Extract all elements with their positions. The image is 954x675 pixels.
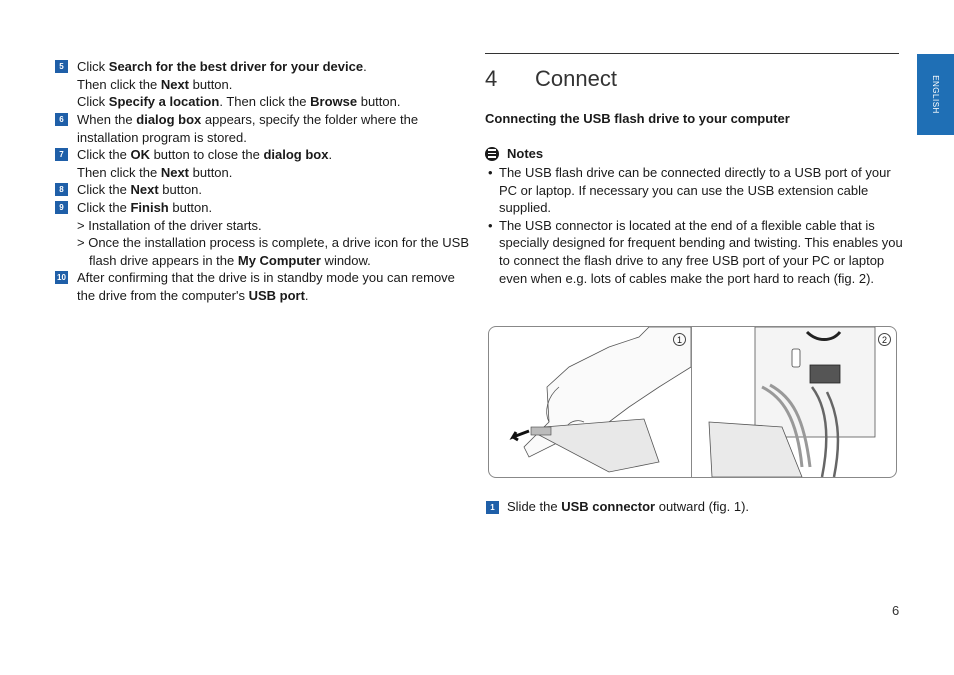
fig-step-fragment: outward (fig. 1). [655, 499, 750, 514]
step-fragment: Then click the [77, 164, 161, 180]
step-keyword: Search for the best driver for your device [108, 59, 364, 74]
step-fragment: Click the [77, 147, 131, 162]
language-label: ENGLISH [931, 75, 940, 114]
step-fragment: button. [189, 164, 233, 180]
step-text [77, 199, 475, 269]
fig-label-1: 1 [673, 333, 686, 346]
subheading: Connecting the USB flash drive to your computer [485, 111, 790, 126]
note-item: • The USB flash drive can be connected directly to a USB port of your PC or laptop. If necessary you can use the USB extension cable supplied. [485, 164, 903, 217]
step-number: 10 [55, 271, 68, 284]
step-fragment: Click [77, 59, 109, 74]
step-keyword: USB port [248, 287, 305, 303]
step-line [77, 111, 475, 146]
step-fragment: button. [158, 182, 203, 197]
step-fragment: When the [77, 112, 137, 127]
step-line [77, 181, 475, 199]
step-fragment: . Then click the [219, 94, 311, 110]
fig-step-number: 1 [486, 501, 499, 514]
step-number: 8 [55, 183, 68, 196]
step-fragment: After confirming that the drive is in standby mode you can remove the drive from the computer's [77, 270, 455, 303]
note-icon [485, 147, 499, 161]
step-keyword: Finish [130, 200, 169, 215]
step-number: 9 [55, 201, 68, 214]
step-fragment: button. [168, 200, 213, 215]
step-line [77, 269, 475, 304]
step-10 [55, 269, 475, 304]
language-tab [917, 54, 954, 135]
step-fragment: Click the [77, 182, 131, 197]
step-text [77, 111, 475, 146]
step-fragment: > Installation of the driver starts. [77, 217, 262, 233]
step-text [77, 269, 475, 304]
page-number: 6 [892, 603, 900, 618]
step-fragment: . [363, 59, 367, 74]
section-heading [485, 66, 617, 92]
step-text [77, 58, 475, 111]
step-fragment: Then click the [77, 76, 161, 92]
section-rule [485, 53, 899, 54]
step-5 [55, 58, 475, 111]
step-keyword: My Computer [237, 252, 321, 268]
section-title: Connect [535, 66, 617, 91]
connection-figure [488, 326, 897, 478]
step-fragment: button. [357, 94, 401, 110]
step-fragment: Click the [77, 200, 131, 215]
step-keyword: Next [130, 182, 159, 197]
step-keyword: dialog box [263, 147, 329, 162]
step-text [77, 181, 475, 199]
step-7 [55, 146, 475, 181]
step-8 [55, 181, 475, 199]
fig-step-keyword: USB connector [561, 499, 656, 514]
step-line [77, 164, 475, 182]
step-keyword: Next [160, 164, 190, 180]
step-line [77, 217, 475, 235]
fig1-illustration [489, 327, 691, 477]
step-keyword: Specify a location [108, 94, 220, 110]
step-keyword: OK [130, 147, 150, 162]
step-line [77, 93, 475, 111]
step-6 [55, 111, 475, 146]
step-fragment: . [304, 287, 309, 303]
step-keyword: dialog box [136, 112, 202, 127]
step-number: 6 [55, 113, 68, 126]
fig-label-2: 2 [878, 333, 891, 346]
step-fragment: > Once the installation process is complete, a drive icon for the USB flash drive appears in the [77, 235, 469, 268]
step-line [77, 234, 475, 269]
step-number: 5 [55, 60, 68, 73]
step-fragment: window. [320, 252, 371, 268]
step-9 [55, 199, 475, 269]
fig-step [486, 498, 749, 515]
step-keyword: Browse [310, 94, 358, 110]
step-line [77, 199, 475, 217]
step-fragment: . [328, 147, 333, 162]
step-fragment: button to close the [149, 147, 264, 162]
step-fragment: Click [77, 94, 109, 110]
section-number: 4 [485, 66, 498, 91]
note-item: • The USB connector is located at the end of a flexible cable that is specially designed for frequent bending and twisting. This enables you to connect the flash drive to any free USB port of your PC or laptop even when e.g. lots of cables make the port hard to reach (fig. 2). [485, 217, 903, 287]
notes-title [485, 146, 543, 161]
step-line [77, 58, 475, 76]
fig-step-text [507, 499, 749, 514]
step-number: 7 [55, 148, 68, 161]
step-keyword: Next [160, 76, 190, 92]
step-fragment: appears, specify the folder where the installation program is stored. [77, 112, 419, 145]
step-line [77, 146, 475, 164]
fig-step-fragment: Slide the [507, 499, 562, 514]
step-text [77, 146, 475, 181]
step-fragment: button. [189, 76, 233, 92]
fig2-illustration [692, 327, 897, 477]
step-line [77, 76, 475, 94]
notes-list [485, 164, 903, 287]
notes-label: Notes [507, 146, 544, 161]
